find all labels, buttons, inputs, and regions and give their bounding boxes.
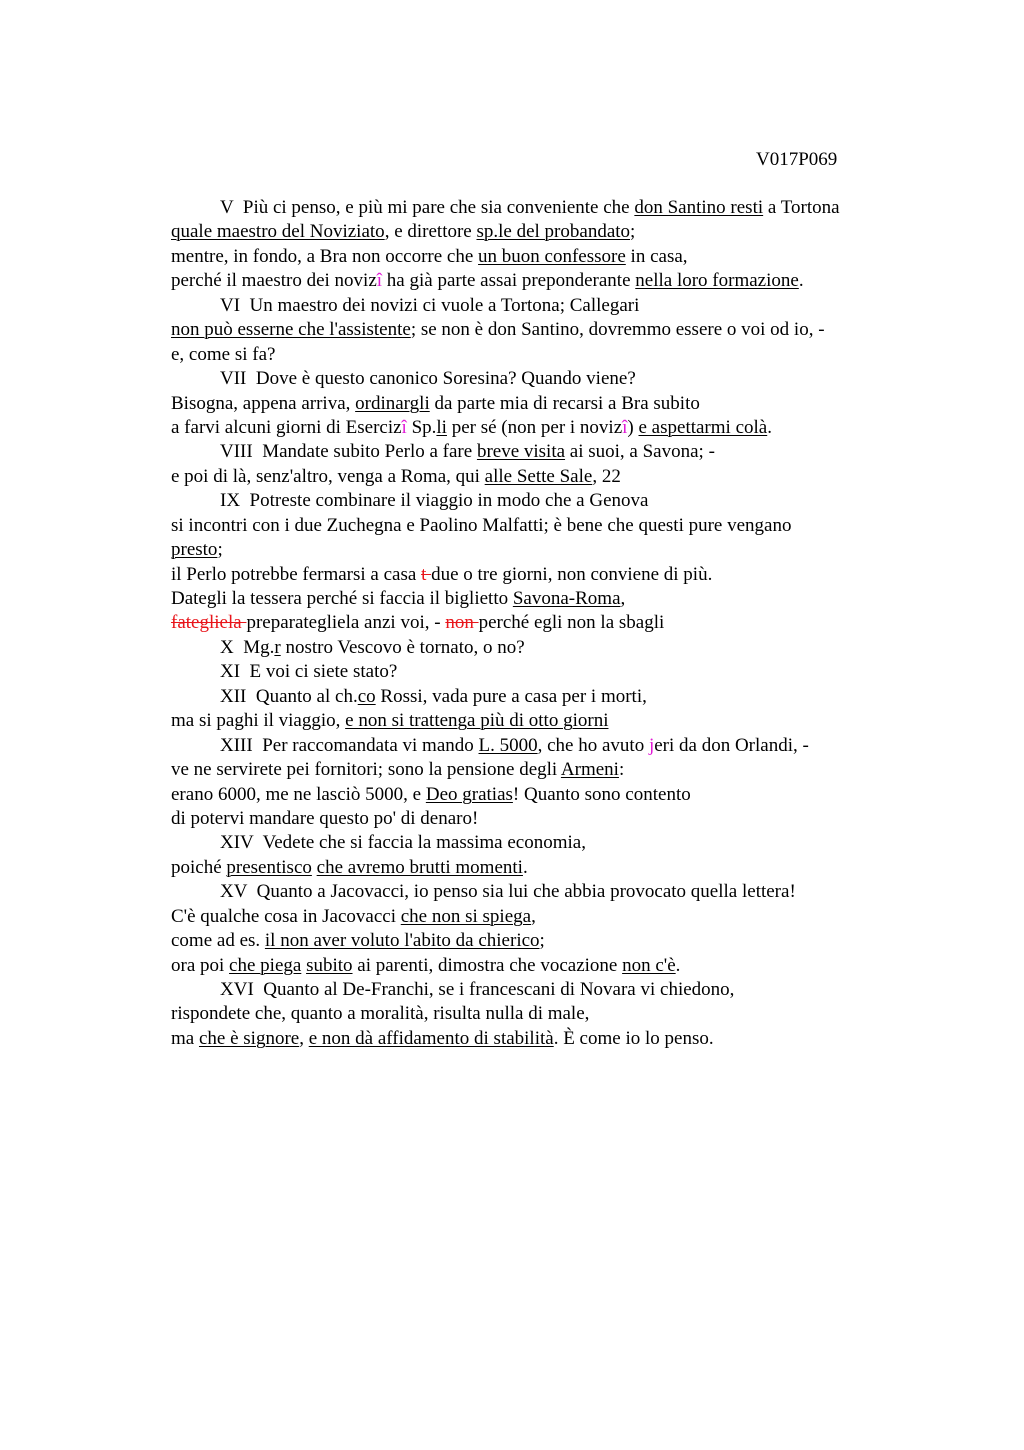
text-line [171,538,971,562]
text-segment: XI E voi ci siete stato? [220,661,398,683]
text-segment: per sé (non per i noviz [446,416,623,438]
underlined-text: quale maestro del Noviziato [171,221,385,243]
text-line [171,1002,971,1026]
underlined-text: Savona-Roma [512,588,621,609]
text-segment: ! Quanto sono contento [512,783,691,805]
highlighted-mark: î [622,416,628,438]
text-segment: VIII Mandate subito Perlo a fare [220,441,477,463]
underlined-text: che è signore [198,1027,300,1049]
text-line [171,392,971,416]
underlined-text: L. 5000 [478,734,538,756]
text-segment: . È come io lo penso. [553,1027,714,1049]
text-line [171,465,971,489]
text-line [171,734,971,758]
text-line [171,954,971,978]
underlined-text: sp.le del probandato [476,221,631,243]
text-segment: due o tre giorni, non conviene di più. [431,563,713,585]
underlined-text: nella loro formazione [635,270,799,292]
text-segment: X Mg. [220,636,275,658]
text-line [171,416,971,440]
underlined-text: presto [171,539,218,561]
text-segment: e poi di là, senz'altro, venga a Roma, qui [171,465,485,487]
underlined-text: che non si spiega [400,905,532,927]
text-segment: si incontri con i due Zuchegna e Paolino Malfatti; è bene che questi pure vengano [171,514,792,536]
page-identifier: V017P069 [756,149,838,170]
text-line [171,563,971,587]
text-segment: Bisogna, appena arriva, [171,392,356,414]
text-line [171,660,971,684]
text-segment: , [299,1027,309,1049]
text-segment: mentre, in fondo, a Bra non occorre che [171,245,479,267]
text-segment: C'è qualche cosa in Jacovacci [171,905,401,927]
text-segment: poiché [171,856,227,878]
text-segment: , e direttore [384,221,477,243]
underlined-text: Armeni [560,759,619,781]
struck-through-text: t [421,563,432,585]
text-segment: Dategli la tessera perché si faccia il biglietto [171,588,513,609]
text-segment: a farvi alcuni giorni di Eserciz [171,416,402,438]
text-line [171,978,971,1002]
text-segment: erano 6000, me ne lasciò 5000, e [171,783,426,805]
underlined-text: un buon confessore [478,245,626,267]
text-segment: rispondete che, quanto a moralità, risulta nulla di male, [171,1003,590,1025]
letter-body [171,196,971,1051]
text-segment: . [675,954,681,976]
text-line [171,587,971,611]
text-line [171,880,971,904]
underlined-text: e aspettarmi colà [638,416,768,438]
text-segment: . [767,416,772,438]
text-segment: perché egli non la sbagli [478,612,665,634]
text-line [171,611,971,635]
text-segment: ai suoi, a Savona; - [565,441,715,463]
underlined-text: r [274,636,281,658]
text-segment: : [618,759,625,781]
text-segment: V Più ci penso, e più mi pare che sia conveniente che [220,197,635,218]
text-segment: eri da don Orlandi, - [654,734,809,756]
text-segment: in casa, [625,245,688,267]
text-segment: ; [539,930,545,952]
text-line [171,709,971,733]
text-segment: . [522,856,528,878]
highlighted-mark: î [401,416,407,438]
underlined-text: breve visita [476,441,566,463]
text-segment: ma [171,1027,199,1049]
text-line [171,685,971,709]
text-line [171,807,971,831]
text-segment: preparategliela anzi voi, - [246,612,446,634]
text-segment: di potervi mandare questo po' di denaro! [171,807,479,829]
text-line [171,514,971,538]
text-segment: a Tortona [763,197,840,218]
struck-through-text: fategliela [171,612,247,634]
text-segment: , che ho avuto [537,734,649,756]
text-segment: ora poi [171,954,230,976]
underlined-text: che avremo brutti momenti [316,856,523,878]
text-segment: ; [630,221,636,243]
text-segment: XIII Per raccomandata vi mando [220,734,479,756]
text-line [171,1027,971,1051]
underlined-text: e non dà affidamento di stabilità [308,1027,554,1049]
underlined-text: non c'è [622,954,676,976]
text-line [171,220,971,244]
text-segment: perché il maestro dei noviz [171,270,377,292]
text-line [171,856,971,880]
underlined-text: che piega [229,954,302,976]
text-segment: , [531,905,536,927]
text-line [171,831,971,855]
text-segment: VII Dove è questo canonico Soresina? Quando viene? [220,368,636,390]
text-segment: XV Quanto a Jacovacci, io penso sia lui che abbia provocato quella lettera! [220,881,796,903]
text-line [171,294,971,318]
text-segment: , 22 [592,465,621,487]
text-segment: nostro Vescovo è tornato, o no? [280,636,525,658]
text-segment: ; [217,539,223,561]
highlighted-mark: î [376,270,383,292]
text-line [171,489,971,513]
underlined-text: alle Sette Sale [484,465,593,487]
text-segment: Rossi, vada pure a casa per i morti, [375,685,647,707]
text-segment: Sp. [406,416,437,438]
underlined-text: don Santino resti [634,197,764,218]
text-line [171,245,971,269]
text-segment: XII Quanto al ch. [220,685,358,707]
text-line [171,929,971,953]
highlighted-mark: j [648,734,655,756]
text-line [171,196,971,220]
underlined-text: e non si trattenga più di otto giorni [345,710,609,732]
text-segment: ai parenti, dimostra che vocazione [352,954,623,976]
text-segment: ma si paghi il viaggio, [171,710,346,732]
text-segment: XIV Vedete che si faccia la massima economia, [220,832,586,854]
text-segment: come ad es. [171,930,265,952]
text-segment: IX Potreste combinare il viaggio in modo che a Genova [220,490,649,512]
text-line [171,343,971,367]
text-segment: XVI Quanto al De-Franchi, se i francescani di Novara vi chiedono, [220,979,735,1000]
underlined-text: ordinargli [355,392,430,414]
text-segment: ) [627,416,639,438]
underlined-text: il non aver voluto l'abito da chierico [264,930,540,952]
text-line [171,783,971,807]
text-segment: ha già parte assai preponderante [382,270,636,292]
text-line [171,636,971,660]
underlined-text: co [357,685,376,707]
text-line [171,905,971,929]
underlined-text: presentisco [226,856,312,878]
text-line [171,758,971,782]
struck-through-text: non [445,612,479,634]
text-line [171,318,971,342]
text-segment: , [620,588,626,609]
text-segment: . [798,270,804,292]
text-segment: ; se non è don Santino, dovremmo essere o voi od io, - [410,319,825,341]
text-segment: VI Un maestro dei novizi ci vuole a Tortona; Callegari [220,294,640,316]
text-segment: il Perlo potrebbe fermarsi a casa [171,563,422,585]
underlined-text: subito [306,954,353,976]
text-segment: da parte mia di recarsi a Bra subito [429,392,700,414]
text-segment: e, come si fa? [171,343,276,365]
text-line [171,269,971,293]
underlined-text: non può esserne che l'assistente [171,319,411,341]
text-segment: ve ne servirete pei fornitori; sono la pensione degli [171,759,561,781]
underlined-text: li [436,416,447,438]
text-line [171,367,971,391]
underlined-text: Deo gratias [425,783,513,805]
text-line [171,440,971,464]
